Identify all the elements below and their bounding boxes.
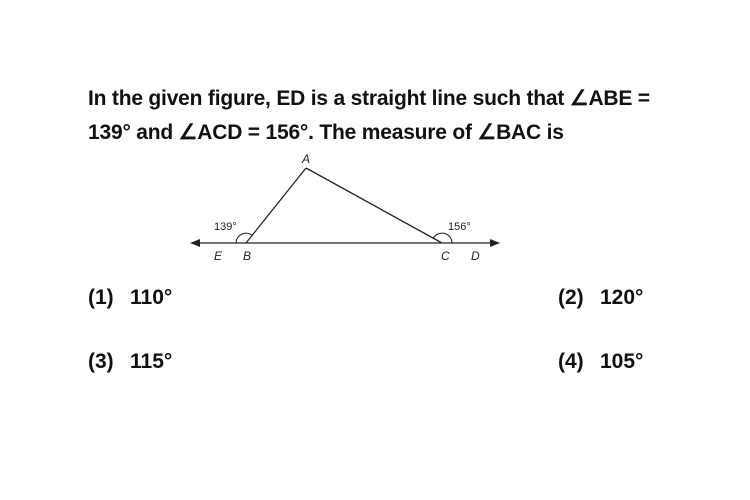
question-line-2: 139° and ∠ACD = 156°. The measure of ∠BAC is bbox=[88, 121, 564, 144]
arrowhead-left bbox=[190, 239, 200, 247]
triangle-figure bbox=[180, 150, 510, 265]
side-ab bbox=[246, 168, 306, 243]
label-point-a: A bbox=[302, 152, 311, 166]
option-2[interactable] bbox=[558, 286, 643, 310]
option-2-value: 120° bbox=[600, 286, 644, 309]
option-3[interactable] bbox=[88, 350, 172, 374]
option-3-value: 115° bbox=[130, 350, 173, 373]
label-point-d: D bbox=[471, 249, 480, 263]
label-point-e: E bbox=[214, 249, 223, 263]
option-4-value: 105° bbox=[600, 350, 644, 373]
label-angle-abe: 139° bbox=[214, 221, 237, 233]
option-2-number: (2) bbox=[558, 286, 584, 309]
question-text bbox=[88, 82, 688, 150]
label-point-c: C bbox=[441, 249, 450, 263]
label-angle-acd: 156° bbox=[448, 221, 471, 233]
arrowhead-right bbox=[490, 239, 500, 247]
option-1-value: 110° bbox=[130, 286, 173, 309]
question-line-1: In the given figure, ED is a straight line such that ∠ABE = bbox=[88, 87, 650, 110]
option-3-number: (3) bbox=[88, 350, 114, 373]
option-1-number: (1) bbox=[88, 286, 114, 309]
label-point-b: B bbox=[243, 249, 252, 263]
angle-arc-acd bbox=[433, 233, 452, 243]
option-4[interactable] bbox=[558, 350, 643, 374]
option-1[interactable] bbox=[88, 286, 172, 310]
side-ac bbox=[306, 168, 442, 243]
option-4-number: (4) bbox=[558, 350, 584, 373]
